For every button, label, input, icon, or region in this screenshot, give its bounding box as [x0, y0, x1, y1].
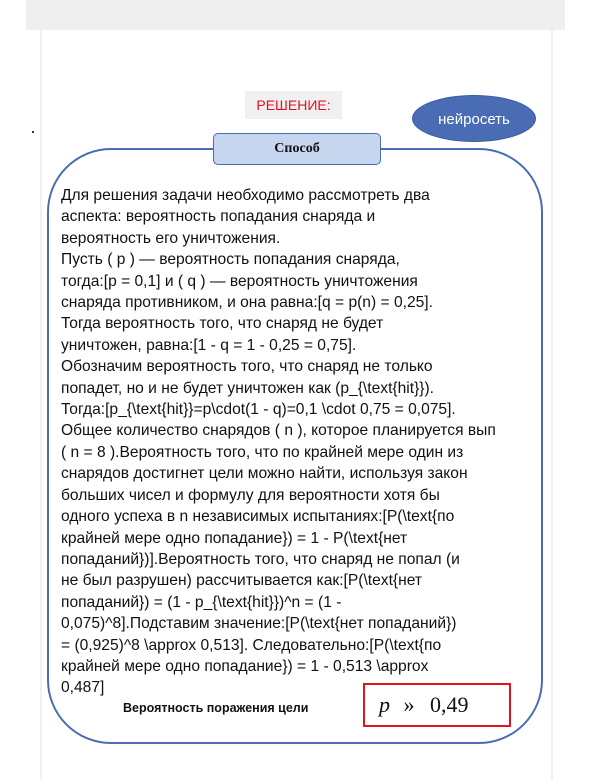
solution-line: одного успеха в n независимых испытаниях:[P(\text{по: [61, 508, 455, 526]
solution-line: 0,075)^8].Подставим значение:[P(\text{нет попаданий}): [61, 615, 457, 633]
solution-text: [61, 185, 543, 705]
solution-heading: РЕШЕНИЕ:: [245, 91, 342, 119]
solution-line: = (0,925)^8 \approx 0,513]. Следовательно:[P(\text{по: [61, 636, 442, 654]
solution-line: снарядов достигнет цели можно найти, используя закон: [61, 465, 468, 483]
solution-line: крайней мере одно попадание}) = 1 - 0,513 \approx: [61, 657, 429, 675]
solution-line: крайней мере одно попадание}) = 1 - P(\text{нет: [61, 529, 408, 547]
solution-line: Пусть ( p ) — вероятность попадания снаряда,: [61, 251, 400, 269]
answer-symbol: »: [403, 692, 415, 717]
solution-line: аспекта: вероятность попадания снаряда и: [61, 208, 376, 226]
solution-line: Для решения задачи необходимо рассмотреть два: [61, 187, 430, 204]
solution-line: не был разрушен) рассчитывается как:[P(\text{нет: [61, 572, 423, 590]
left-border-line: [40, 30, 42, 780]
stray-dot: [32, 131, 34, 133]
right-border-line: [551, 30, 553, 780]
answer-box: [363, 683, 511, 727]
solution-line: снаряда противником, и она равна:[q = p(n) = 0,25].: [61, 294, 433, 312]
solution-line: ( n = 8 ).Вероятность того, что по крайней мере один из: [61, 443, 464, 461]
solution-line: уничтожен, равна:[1 - q = 1 - 0,25 = 0,75].: [61, 336, 357, 354]
solution-line: попаданий}) = (1 - p_{\text{hit}})^n = (1 -: [61, 593, 342, 611]
answer-value: 0,49: [430, 692, 469, 717]
solution-line: Тогда:[p_{\text{hit}}=p\cdot(1 - q)=0,1 \cdot 0,75 = 0,075].: [61, 401, 456, 419]
solution-line: больших чисел и формулу для вероятности хотя бы: [61, 486, 440, 504]
solution-line: Тогда вероятность того, что снаряд не будет: [61, 315, 384, 333]
solution-line: попаданий})].Вероятность того, что снаряд не попал (и: [61, 550, 460, 568]
solution-line: 0,487]: [61, 679, 105, 697]
solution-line: Общее количество снарядов ( n ), которое планируется вып: [61, 422, 496, 440]
top-bar: [26, 0, 565, 30]
answer-label: Вероятность поражения цели: [123, 701, 309, 715]
solution-line: попадет, но и не будет уничтожен как (p_{\text{hit}}).: [61, 379, 435, 397]
neural-network-badge: нейросеть: [412, 95, 536, 142]
method-tab: Способ: [213, 133, 381, 165]
answer-variable: p: [379, 692, 390, 717]
solution-line: Обозначим вероятность того, что снаряд не только: [61, 358, 433, 376]
solution-line: тогда:[p = 0,1] и ( q ) — вероятность уничтожения: [61, 272, 418, 290]
solution-line: вероятность его уничтожения.: [61, 229, 281, 247]
